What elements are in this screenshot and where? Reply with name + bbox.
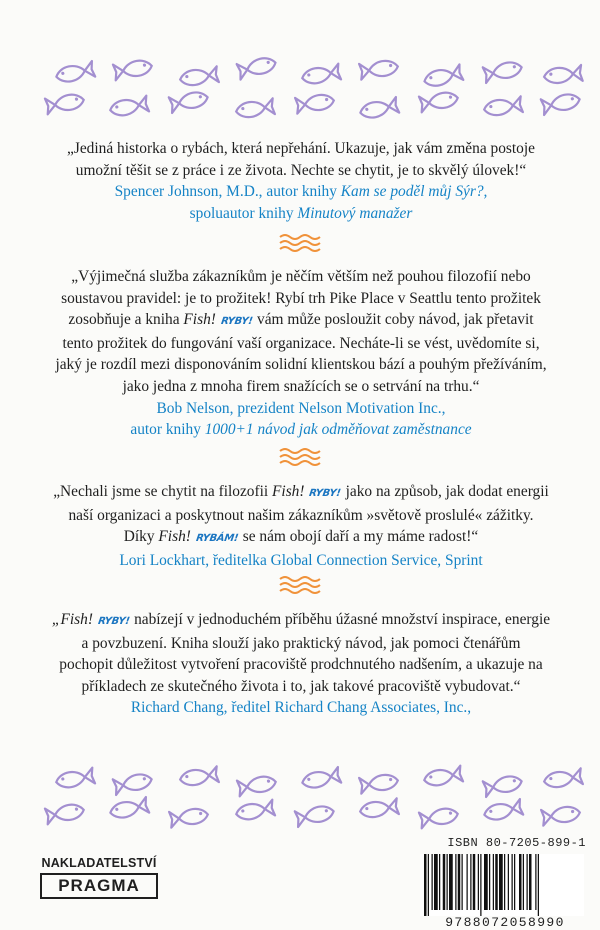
quote-2-line-1: „Výjimečná služba zákazníkům je něčím větším než pouhou filozofií nebo	[71, 268, 531, 285]
quote-3-line-1-b: jako na způsob, jak dodat energii	[341, 483, 549, 500]
fish-icon	[358, 770, 402, 796]
quote-4-line-1	[40, 609, 562, 633]
quote-4-attribution: Richard Chang, ředitel Richard Chang Associates, Inc.,	[130, 699, 472, 717]
fish-icon	[480, 94, 524, 120]
barcode-block	[420, 836, 590, 930]
fish-icon	[540, 62, 584, 88]
fish-decoration-top	[0, 52, 600, 122]
fish-icon	[106, 94, 150, 120]
rybam-logo: RYBÁM!	[195, 533, 239, 545]
publisher-label: NAKLADATELSTVÍ	[41, 856, 157, 870]
quote-1	[40, 138, 562, 224]
fish-icon	[482, 58, 526, 84]
fish-decoration-bottom	[0, 760, 600, 830]
quote-1-book-1: Kam se poděl můj Sýr?,	[340, 183, 488, 201]
quote-2-book: 1000+1 návod jak odměňovat zaměstnance	[204, 421, 472, 439]
quote-2-line-3-b: vám může posloužit coby návod, jak přetavit	[253, 311, 534, 329]
quote-3-line-1	[40, 481, 562, 505]
ryby-logo: RYBY!	[308, 488, 342, 499]
quote-2	[40, 266, 562, 441]
fish-icon	[540, 90, 584, 116]
quote-2-line-2: soustavou pravidel: je to prožitek! Rybí trh Pike Place v Seattlu tento prožitek	[61, 289, 541, 307]
fish-title: Fish!	[183, 311, 216, 329]
quote-2-line-6: jako jedna z mnoha firem snažících se o setrvání na trhu.“	[122, 377, 480, 395]
quote-1-line-2: umožní těšit se z práce i ze života. Nechte se chytit, je to skvělý úlovek!“	[75, 161, 527, 179]
quote-2-line-5: jaký je rozdíl mezi disponováním solidní klientskou bází a pouhým přežíváním,	[55, 356, 547, 374]
fish-icon	[358, 56, 402, 82]
fish-icon	[540, 802, 584, 828]
fish-icon	[480, 798, 524, 824]
quote-1-attribution-2	[40, 203, 562, 225]
fish-icon	[418, 804, 462, 830]
quote-2-attribution-2	[40, 419, 562, 441]
wave-divider-icon	[278, 446, 322, 468]
fish-icon	[44, 800, 88, 826]
barcode-icon	[420, 854, 584, 916]
fish-icon	[52, 60, 96, 86]
fish-icon	[44, 90, 88, 116]
fish-icon	[52, 766, 96, 792]
quote-1-coauthor: spoluautor knihy	[189, 204, 298, 222]
fish-icon	[232, 96, 276, 122]
quote-3-line-3	[40, 526, 562, 550]
fish-title: „Fish!	[51, 611, 93, 628]
quote-4-line-4: příkladech ze skutečného života i to, jak takové pracoviště vybudovat.“	[81, 677, 521, 695]
fish-icon	[540, 766, 584, 792]
quote-1-book-2: Minutový manažer	[297, 204, 413, 222]
fish-icon	[356, 96, 400, 122]
fish-icon	[298, 766, 342, 792]
quote-3-line-2: naší organizaci a poskytnout našim zákazníkům »světově proslulé« zážitky.	[68, 506, 534, 524]
fish-icon	[112, 770, 156, 796]
fish-icon	[294, 90, 338, 116]
publisher-logo	[40, 856, 158, 899]
quote-1-line-1: „Jediná historka o rybách, která nepřehání. Ukazuje, jak vám změna postoje	[67, 140, 535, 157]
quote-2-line-3-a: zosobňuje a kniha	[68, 311, 184, 329]
quote-1-attribution-1	[40, 181, 562, 203]
quote-4-line-3: pochopit důležitost vytvoření pracoviště prodchnutého nadšením, a ukazuje na	[59, 656, 543, 674]
quote-2-attribution-1: Bob Nelson, prezident Nelson Motivation Inc.,	[156, 399, 446, 417]
wave-divider-icon	[278, 232, 322, 254]
fish-icon	[236, 54, 280, 80]
quote-4-line-2: a povzbuzení. Kniha slouží jako praktický návod, jak pomoci čtenářům	[81, 634, 521, 652]
quote-4	[40, 609, 562, 719]
quote-2-line-3	[40, 309, 562, 333]
quote-2-author-book-prefix: autor knihy	[130, 421, 205, 439]
quote-3-line-3-b: se nám obojí daří a my máme radost!“	[238, 528, 479, 546]
wave-divider-icon	[278, 574, 322, 596]
fish-icon	[106, 796, 150, 822]
isbn-text: ISBN 80-7205-899-1	[447, 836, 586, 850]
quote-3-line-1-a: „Nechali jsme se chytit na filozofii	[53, 483, 273, 500]
quote-3-line-3-a: Díky	[123, 528, 159, 546]
quote-2-line-4: tento prožitek do fungování vaší organizace. Necháte-li se vést, uvědomíte si,	[62, 334, 540, 352]
fish-icon	[168, 804, 212, 830]
publisher-name: PRAGMA	[40, 873, 158, 899]
ryby-logo: RYBY!	[97, 616, 131, 627]
fish-icon	[356, 796, 400, 822]
quote-3	[40, 481, 562, 571]
fish-icon	[176, 764, 220, 790]
fish-title: Fish!	[158, 528, 191, 546]
ean-number: 9788072058990	[445, 915, 565, 930]
fish-icon	[418, 88, 462, 114]
quote-4-line-1-b: nabízejí v jednoduchém příběhu úžasné množství inspirace, energie	[130, 611, 551, 628]
fish-icon	[294, 802, 338, 828]
fish-title: Fish!	[272, 483, 305, 500]
fish-icon	[298, 62, 342, 88]
fish-icon	[112, 56, 156, 82]
quote-1-author: Spencer Johnson, M.D., autor knihy	[114, 183, 341, 201]
fish-icon	[232, 798, 276, 824]
quote-3-attribution: Lori Lockhart, ředitelka Global Connection Service, Sprint	[119, 551, 483, 569]
fish-icon	[420, 764, 464, 790]
ryby-logo: RYBY!	[220, 316, 253, 328]
fish-icon	[168, 88, 212, 114]
